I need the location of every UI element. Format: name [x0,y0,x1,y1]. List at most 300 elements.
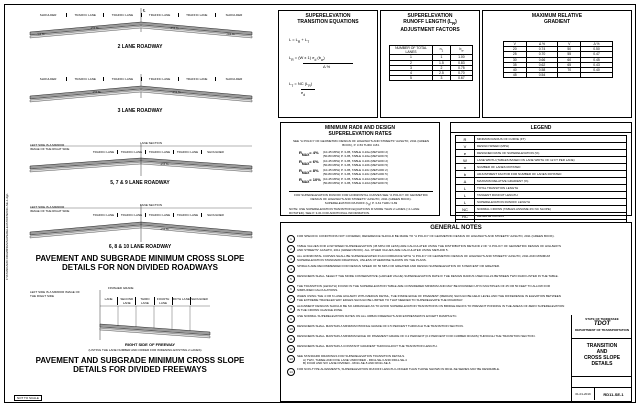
legend-symbol: V [456,143,475,149]
table-header: V [504,42,527,47]
five-lane-lane-labels [90,150,252,154]
table-cell: 4 [390,71,433,76]
table-header-row [390,46,473,55]
drawing-title-line: TRANSITION [586,343,618,349]
note-item [287,245,567,253]
radii-rmax [299,177,323,185]
legend-symbol: NC [456,206,475,212]
table-row [390,76,473,81]
note-number: 3 [287,255,295,263]
note-item [287,255,567,263]
table-cell: 0.45 [581,57,613,62]
minimum-radii-box [280,122,440,216]
radii-refs [323,150,388,158]
radii-row [299,177,435,185]
radii-ref-low: (10-45 MPH) P. 3-95, TABLE 3-10d (METHOD 2) [323,177,389,181]
lane-label: TRAFFIC LANE [146,213,174,217]
note-number: 1 [287,235,295,243]
table-header [450,46,472,55]
legend-row [456,185,626,192]
legend-description: NORMAL CROWN (TABLES ASSUME 2% NC SLOPE) [477,207,551,211]
transition-title-line-1: SUPERELEVATION [305,13,351,19]
equation-sub: w [320,57,324,62]
note-text-main: SEE STANDARD DRAWINGS FOR SUPERELEVATION TRANSITION DETAILS. [297,354,405,358]
table-cell: 50 [558,47,581,52]
lane-label: TRAFFIC LANE [179,77,216,81]
table-cell: 65 [558,62,581,67]
note-sub-b: B) FOUR AND SIX LANE DIVIDED - RD11-SE-5 AND RD11-SE-6 [303,361,391,366]
note-text: ALIGNMENT DESIGNS SHOULD BE SO ARRANGED AS TO AVOID SUPERELEVATION TRANSITIONS ON BRIDGE DECKS TO PREVENT PONDING IN THE AREAS OF ZERO SUPERELEVATION IN THE CROWN CHANGE ZONE. [297,304,565,312]
radii-r: R [299,159,302,164]
table-cell: 0.58 [526,68,558,73]
equation-sub: R [291,57,294,62]
legend-row [456,178,626,185]
radii-ref-high: (50-80 MPH) P. 3-95, TABLE 3-10c (METHOD 5) [323,172,388,176]
table-cell: 2 [433,65,451,70]
table-cell: 1.5 [433,60,451,65]
equation-denominator: Δ % [303,63,353,69]
note-number: 11 [287,335,295,343]
lane-label: TRAFFIC LANE [67,77,104,81]
table-cell: 0.70 [450,71,472,76]
transition-equations-box [278,10,378,118]
note-item [287,285,567,293]
table-cell: 40 [504,68,527,73]
note-number: 2 [287,245,295,253]
three-lane-title: 3 LANE ROADWAY [117,108,163,114]
radii-note: NOTE: USE SUPERELEVATION TRANSITION EQUATIONS IF MORE THAN 2 LANES (>1 LANE ROTATED). SEE P. 3-61 FOR ADDITIONAL INFORMATION. [289,207,420,215]
note-text: WHEN USING THE 4 OR 6 LANE HIGHWAY WITH MEDIAN DETAIL, THE INSIDE EDGE OF PAVEMENT (MEDIAN) SHOULD BE HELD LEVEL AND THE DIFFERENCE IN ELEVATION BETWEEN THE EXTREME TRAVELED WAY EDGES SHOULD BE LIMITED TO THAT NEEDED TO SUPERELEVATE THE ROADWAY. [297,294,561,302]
lane-label: TRAFFIC LANE [90,150,118,154]
note-number: 9 [287,315,295,323]
radii-r: R [299,177,302,182]
table-cell: 0.43 [581,62,613,67]
slope-label: -4.0 % [226,32,235,36]
equation-text: L [289,81,292,86]
legend-description: LANE WIDTH (TABLES BASED ON LANE WIDTH OF 12 FT PER LANE) [477,158,575,162]
radii-refs [323,159,388,167]
right-side-note: (LISTING THE LANE NUMBER AND ORDER FOR WIDENING EXISTING 2 LANES) [88,348,202,352]
table-cell: 0.47 [581,52,613,57]
runoff-factors-box [380,10,480,118]
notes-list [287,235,567,378]
legend-row [456,150,626,157]
table-cell: 20 [504,47,527,52]
transition-title-line-2: TRANSITION EQUATIONS [297,19,359,25]
radii-pct: = 6% [309,159,319,164]
table-cell: 0.67 [450,76,472,81]
note-number: 6 [287,285,295,293]
radii-title-line-1: MINIMUM RADII AND DESIGN [324,125,396,131]
equation-text: e [301,89,304,95]
slope-label: -2.0 % [92,90,101,94]
divided-title-line-1: PAVEMENT AND SUBGRADE MINIMUM CROSS SLOPE [35,356,245,365]
radii-r: R [299,168,302,173]
table-cell: 45 [504,73,527,78]
radii-row [299,168,435,176]
equation-text: ) [310,81,313,86]
table-header: V [558,42,581,47]
legend-box [450,122,632,219]
equation-2 [289,55,375,69]
header-sub: 1 [441,48,444,53]
six-lane-title: 6, 8 & 10 LANE ROADWAY [108,244,172,250]
radii-rows [299,150,435,186]
table-cell: 2 [390,60,433,65]
gradient-title-line-1: MAXIMUM RELATIVE [531,13,583,19]
freeway-lane-labels [100,297,208,305]
lane-section-label: LANE SECTION [140,203,163,207]
radii-rmax [299,159,323,167]
legend-symbol: Δ [456,178,475,184]
table-cell: 1 [390,55,433,60]
note-text: DESIGNERS SHALL MAINTAIN A MINIMUM EDGE OF PAVEMENT GRADE OF 0.2 PERCENT (0.3 PERCENT FOR CURBED ROADS) THROUGH THE TRANSITION SECTION. [297,334,536,338]
note-text: FOR NON-TYPE ALIGNMENTS, SUPERELEVATION RUNOFF LENGTH LONGER THAN THOSE SHOWN IN RD11-SE SERIES MAY BE DESIRABLE. [297,366,500,371]
note-text [297,355,407,366]
table-cell: 25 [504,52,527,57]
equation-sub: R [308,83,311,88]
slope-label: -4.0 % [36,32,45,36]
legend-description: MAXIMUM RELATIVE GRADIENT (%) [477,179,529,183]
note-text: THE TRANSITION (LENGTH) FOUND IN THE SUPERELEVATION TABLE ARE CONSIDERED MINIMUM AND MAY BE ROUNDED UP IN MULTIPLES OF 25 OR 50 FEET TO ALLOW FOR SIMPLIFIED CALCULATIONS. [297,284,550,292]
runoff-title-line-3: ADJUSTMENT FACTORS [400,27,460,33]
table-header: Δ % [526,42,558,47]
legend-description: MINIMUM RADIUS OF CURVE (FT) [477,137,526,141]
note-text: SPIRALS ARE RECOMMENDED FOR DESIGN SPEED OF 50 MPH OR GREATER AND DESIGN SUPERELEVATION OF 6 PERCENT OR GREATER. [297,264,500,268]
lane-label: TRAFFIC LANE [104,77,141,81]
legend-row [456,171,626,178]
header-sub: w [461,48,464,53]
runoff-title-text: RUNOFF LENGTH (L [403,19,453,25]
note-number: 13 [287,355,295,363]
equation-3 [289,81,375,98]
lane-label: SHOULDER [30,77,67,81]
table-cell: 0.75 [450,65,472,70]
radii-ref-low: (10-45 MPH) P. 3-95, TABLE 3-10c (METHOD 2) [323,168,388,172]
table-cell: 55 [558,52,581,57]
lane-label: FOURTH LANE [155,297,173,305]
runoff-factors-table [389,45,473,81]
legend-symbol: L [456,199,475,205]
table-cell: 35 [504,62,527,67]
lane-label: SHOULDER [191,297,208,301]
lane-label: TRAFFIC LANE [67,13,104,17]
table-cell: 1.00 [450,55,472,60]
legend-row [456,199,626,206]
table-cell: 5 [390,76,433,81]
radii-max: MAX [301,170,310,175]
table-cell: 0.66 [526,57,558,62]
radii-runoff-text: SUPERELEVATION RUNOFF (L [324,201,369,205]
lane-label: FIFTH LANE [173,297,191,305]
lane-label: TRAFFIC LANE [90,213,118,217]
note-text: ALL HORIZONTAL CURVES SHALL BE SUPERELEVATED IN ACCORDANCE WITH "A POLICY OF GEOMETRIC DESIGN OF HIGHWAYS AND STREETS" AASHTO, 2011 AND MINIMUM SUPERELEVATION STANDARD DRAWINGS, UNLESS OTHERWISE SHOWN ON THE PLANS. [297,254,550,262]
radii-ref-high: (50-80 MPH) P. 3-95, TABLE 3-10a (METHOD 5) [323,154,389,158]
note-number: 12 [287,345,295,353]
radii-pct: = 8% [309,168,319,173]
legend-symbol: L [456,185,475,191]
note-number: 7 [287,295,295,303]
note-item [287,305,567,313]
runoff-title-line-1: SUPERELEVATION [407,13,453,19]
undivided-title-line-1: PAVEMENT AND SUBGRADE MINIMUM CROSS SLOPE [35,254,245,263]
note-text: USE NORMAL SUPERELEVATION RATES ON ALL URBAN FREEWAYS AND EXPRESSWAYS EXCEPT RAMPS ETC. [297,314,458,318]
drawing-date: 01-01-2019 [572,388,595,400]
note-item [287,345,567,353]
note-item [287,275,567,283]
equation-sub: d [303,92,306,97]
drawing-title-line: CROSS SLOPE [583,355,621,361]
radii-max: MAX [301,152,310,157]
table-cell: 1 [433,55,451,60]
agency-logo: TDOT [593,321,611,327]
equation-sub: T [307,39,310,44]
legend-row [456,136,626,143]
lane-label: SHOULDER [225,77,243,81]
legend-description: SUPERELEVATION RUNOFF LENGTH [477,200,531,204]
mirror-note: LEFT SIDE IS A MIRROR IMAGE OF THE RIGHT SIDE [30,290,80,298]
note-item [287,355,567,366]
lane-label: TRAFFIC LANE [104,13,141,17]
divided-title-line-2: DETAILS FOR DIVIDED FREEWAYS [73,365,207,374]
relative-gradient-box [482,10,632,118]
legend-rows [455,135,627,227]
table-header [433,46,451,55]
legend-description: REVERSE CROWN [477,214,504,218]
lane-label: TRAFFIC LANE [146,150,174,154]
note-text: FOR SPECIFIC CONDITIONS NOT COVERED, REFERENCE SHOULD BE MADE TO "A POLICY OF GEOMETRIC DESIGN OF HIGHWAYS AND STREETS" AASHTO, 2011 (GREEN BOOK). [297,234,555,238]
equation-text: L [289,55,292,60]
note-item [287,335,567,343]
svg-text:℄: ℄ [143,8,146,13]
lane-label: TRAFFIC LANE [118,213,146,217]
slope-label: -2.0 % [160,162,169,166]
radii-refs [323,168,388,176]
note-number: 8 [287,305,295,313]
legend-row [456,143,626,150]
radii-pct: = 4% [309,150,319,155]
radii-horizontal-note [289,191,433,208]
radii-runoff-sub: R [368,203,371,207]
note-item [287,265,567,273]
two-lane-title: 2 LANE ROADWAY [117,44,163,50]
table-cell: 70 [558,68,581,73]
radii-rmax [299,168,323,176]
table-header: Δ % [581,42,613,47]
legend-symbol: L [456,192,475,198]
note-text: DESIGNERS SHALL SELECT THE MORE CONSERVATIVE (LARGER VALUE) SUPERELEVATION RATE IF THE DESIGN RADIUS USED FALLS BETWEEN TWO RADII LISTED IN THE TABLE. [297,274,559,278]
legend-description: ADJUSTMENT FACTOR FOR NUMBER OF LANES ROTATED [477,172,562,176]
slope-label: -2.0 % [160,227,169,231]
note-number: 10 [287,325,295,333]
equation-text: (L [304,81,309,86]
file-path-label: F:\STANDARD DRAWINGS\SUPERELEVATION\RD11-SE-1.dgn [5,193,9,280]
note-text: DESIGNERS SHALL MAINTAIN A CONSTANT GRADIENT THROUGHOUT THE TRANSITION LENGTH. [297,344,438,348]
lane-label: LANE [100,297,118,305]
note-sub-a: A) TWO, THREE AND FIVE LANE UNDIVIDED - RD11-SE-3 AND RD11-SE-4 [303,357,407,362]
relative-gradient-table [503,41,613,78]
legend-symbol: b [456,171,475,177]
legend-description: TOTAL TRANSITION LENGTH [477,186,519,190]
drawing-title-line: DETAILS [591,361,613,367]
table-cell: 0.83 [450,60,472,65]
radii-pct: = 10% [309,177,321,182]
table-cell: 0.62 [526,62,558,67]
equation-sub: d [314,57,317,62]
table-row [504,73,613,78]
legend-symbol: R [456,136,475,142]
legend-row [456,164,626,171]
runoff-title-text: ) [455,19,457,25]
lane-label: SHOULDER [207,213,224,217]
radii-max: MAX [301,161,310,166]
drawing-number: RD11-SE-1 [603,391,624,397]
two-lane-lane-labels [30,13,252,17]
lane-section-label: LANE SECTION [140,141,163,145]
legend-row [456,206,626,213]
finished-grade-label: FINISHED GRADE [108,286,134,290]
transition-equations-title [279,11,377,25]
runoff-title-line-2 [381,19,479,27]
table-cell: 3 [390,65,433,70]
equation-denominator [301,89,315,98]
legend-title: LEGEND [451,123,631,133]
slope-label: -2.0 % [170,26,179,30]
slope-label: -2.0 % [90,26,99,30]
lane-label: TRAFFIC LANE [174,213,202,217]
lane-label: TRAFFIC LANE [142,13,179,17]
header-text: n [439,47,442,52]
radii-ref-high: (50-80 MPH) P. 3-95, TABLE 3-10d (METHOD 5) [323,181,389,185]
legend-description: DESIGN SPEED (MPH) [477,144,510,148]
table-cell: 2.5 [433,71,451,76]
radii-row [299,150,435,158]
title-block-footer [572,387,632,400]
legend-symbol: W [456,157,475,163]
table-cell: 3 [433,76,451,81]
radii-ref-high: (50-80 MPH) P. 3-95, TABLE 3-10b (METHOD 5) [323,163,389,167]
relative-gradient-title [483,11,631,25]
general-notes-title: GENERAL NOTES [430,225,482,231]
table-header: NUMBER OF TOTAL LANES [390,46,433,55]
legend-description: NUMBER OF LANES ROTATED [477,165,521,169]
legend-description: DESIGNED RATE OF SUPERELEVATION (%) [477,151,540,155]
note-item [287,325,567,333]
radii-runoff-text: ) P. 3-61 THRU 3-69 [370,201,398,205]
table-cell: 0.74 [526,47,558,52]
lane-label: THIRD LANE [136,297,154,305]
legend-row [456,213,626,220]
six-lane-lane-labels [90,213,252,217]
table-cell: 0.40 [581,68,613,73]
note-item [287,368,567,376]
runoff-title-sub: R [452,21,456,26]
lane-label: SHOULDER [207,150,224,154]
equation-text: ) [323,55,325,60]
equation-text: = NC [294,81,304,86]
note-text: TABLE VALUES FOR LOW SPEED SUPERELEVATION (45 MPH OR LESS) ARE CALCULATED USING THE DISTRIBUTION METHOD 2 OF "A POLICY OF GEOMETRIC DESIGN OF HIGHWAYS AND STREETS" AASHTO, 2011 (GREEN BOOK). ALL OTHER VALUES ARE CALCULATED USING METHOD 5. [297,244,562,252]
legend-description: TANGENT RUNOUT LENGTH [477,193,518,197]
lane-label: TRAFFIC LANE [174,150,202,154]
lane-label: TRAFFIC LANE [142,77,179,81]
lane-label: TRAFFIC LANE [118,150,146,154]
agency-department: DEPARTMENT OF TRANSPORTATION [575,328,629,332]
note-item [287,235,567,243]
lane-label: TRAFFIC LANE [179,13,216,17]
note-number: 4 [287,265,295,273]
note-number: 14 [287,368,295,376]
divided-title [14,356,266,374]
lane-label: SHOULDER [225,13,243,17]
equation-sub: T [291,83,294,88]
table-cell [581,73,613,78]
mirror-note: LEFT SIDE IS A MIRROR IMAGE OF THE RIGHT SIDE [30,143,70,151]
radii-horizontal-text: FOR SUPERELEVATION RUNOFF FOR HORIZONTAL CURVES SEE "A POLICY OF GEOMETRIC DESIGN OF HIGHWAYS AND STREETS" AASHTO, 2011 (GREEN BOOK). [294,193,428,201]
legend-symbol: e [456,150,475,156]
note-text: DESIGNERS SHALL MAINTAIN A MINIMUM PROFILE GRADE OF 0.5 PERCENT THROUGH THE TRANSITION SECTION. [297,324,464,328]
note-number: 5 [287,275,295,283]
three-lane-lane-labels [30,77,252,81]
gradient-title-line-2: GRADIENT [543,19,571,25]
legend-row [456,192,626,199]
undivided-title [14,254,266,272]
radii-ref-low: (10-45 MPH) P. 3-95, TABLE 3-10a (METHOD 2) [323,150,389,154]
header-text: b [459,47,462,52]
table-cell: 0.50 [581,47,613,52]
radii-max: MAX [301,179,310,184]
radii-ref-low: (10-45 MPH) P. 3-95, TABLE 3-10b (METHOD 2) [323,159,389,163]
right-side-label: RIGHT SIDE OF FREEWAY [124,342,176,347]
minimum-radii-title [281,123,439,137]
equation-text: + L [301,37,308,42]
five-lane-title: 5, 7 & 9 LANE ROADWAY [110,180,170,186]
radii-rmax [299,150,323,158]
table-cell: 60 [558,57,581,62]
undivided-title-line-2: DETAILS FOR NON DIVIDED ROADWAYS [61,263,218,272]
not-to-scale-label: NOT TO SCALE [14,395,42,401]
table-cell: 30 [504,57,527,62]
slope-label: -2.0 % [172,90,181,94]
general-notes-box [280,222,632,402]
radii-title-line-2: SUPERELEVATION RATES [328,131,392,137]
equation-sub: R [297,39,301,44]
lane-label: SECOND LANE [118,297,136,305]
agency-state: STATE OF TENNESSEE [585,317,619,321]
legend-symbol: n [456,164,475,170]
mirror-note: LEFT SIDE IS A MIRROR IMAGE OF THE RIGHT SIDE [30,205,70,213]
equation-1 [289,37,309,45]
radii-reference: SEE "A POLICY OF GEOMETRIC DESIGN OF HIGHWAYS AND STREETS" AASHTO, 2011 (GREEN BOOK), P. 3-53 THRU 3-84. [293,139,429,147]
lane-label: SHOULDER [30,13,67,17]
table-cell [558,73,581,78]
title-block-agency [572,315,632,339]
table-cell: 0.54 [526,73,558,78]
runoff-factors-title [381,11,479,33]
radii-refs [323,177,388,185]
title-block [571,315,632,401]
radii-r: R [299,150,302,155]
title-block-drawing-title [572,339,632,377]
drawing-title-line: AND [596,349,608,355]
note-item [287,315,567,323]
equation-text: L = L [289,37,298,42]
legend-symbol: RC [456,213,475,219]
equation-text: = (W x 1) e [294,55,315,60]
legend-row [456,157,626,164]
table-cell: 0.70 [526,52,558,57]
equation-text: (b [317,55,321,60]
radii-row [299,159,435,167]
